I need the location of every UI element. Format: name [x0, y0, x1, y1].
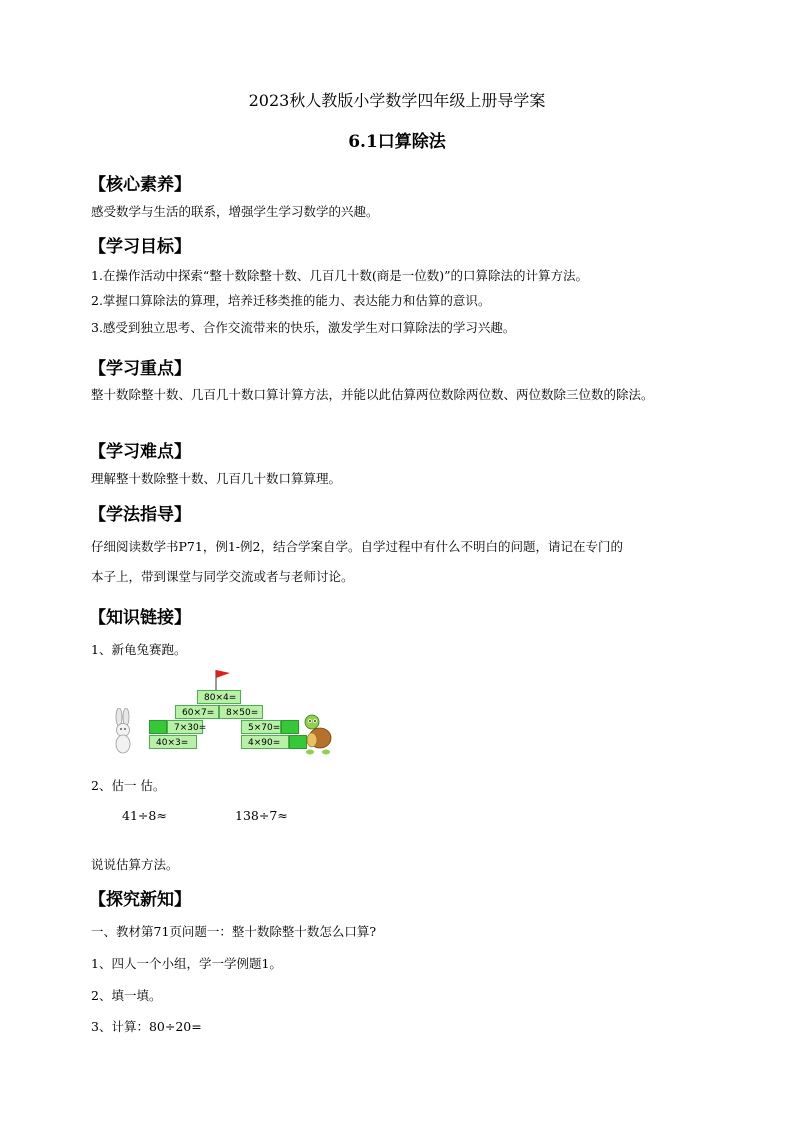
heading-key: 【学习重点】 — [89, 359, 191, 379]
heading-difficulty: 【学习难点】 — [89, 442, 191, 462]
lesson-title: 6.1口算除法 — [348, 132, 446, 152]
heading-method: 【学法指导】 — [89, 505, 191, 525]
brick-green-right-3 — [281, 720, 299, 734]
key-text: 整十数除整十数、几百几十数口算计算方法，并能以此估算两位数除两位数、两位数除三位数的除法。 — [91, 387, 654, 402]
race-illustration — [105, 668, 345, 763]
heading-core: 【核心素养】 — [89, 175, 191, 195]
explore-line-2: 1、四人一个小组，学一学例题1。 — [91, 956, 282, 971]
flag-icon — [213, 668, 233, 692]
goal-item-3: 3.感受到独立思考、合作交流带来的快乐，激发学生对口算除法的学习兴趣。 — [91, 320, 516, 335]
difficulty-text: 理解整十数除整十数、几百几十数口算算理。 — [91, 471, 342, 486]
link-item-1: 1、新龟兔赛跑。 — [91, 642, 187, 657]
document-title: 2023秋人教版小学数学四年级上册导学案 — [248, 91, 546, 110]
rabbit-icon — [110, 708, 136, 754]
goal-item-2: 2.掌握口算除法的算理，培养迁移类推的能力、表达能力和估算的意识。 — [91, 293, 491, 308]
brick-80x4: 80×4= — [197, 690, 241, 704]
brick-4x90: 4×90= — [241, 735, 289, 749]
estimate-138-div-7: 138÷7≈ — [235, 808, 288, 823]
goal-item-1: 1.在操作活动中探索“整十数除整十数、几百几十数(商是一位数)”的口算除法的计算方法。 — [91, 268, 588, 283]
explore-line-1: 一、教材第71页问题一：整十数除整十数怎么口算? — [91, 924, 377, 939]
turtle-icon — [300, 712, 334, 756]
brick-7x30: 7×30= — [167, 720, 203, 734]
heading-goals: 【学习目标】 — [89, 237, 191, 257]
link-item-3: 说说估算方法。 — [91, 857, 179, 872]
brick-8x50: 8×50= — [219, 705, 263, 719]
brick-40x3: 40×3= — [149, 735, 197, 749]
brick-60x7: 60×7= — [175, 705, 219, 719]
link-item-2: 2、估一 估。 — [91, 778, 166, 793]
heading-explore: 【探究新知】 — [89, 890, 191, 910]
estimate-41-div-8: 41÷8≈ — [122, 808, 167, 823]
brick-5x70: 5×70= — [241, 720, 281, 734]
brick-green-left-3 — [149, 720, 167, 734]
explore-line-4: 3、计算：80÷20= — [91, 1019, 202, 1034]
method-line-2: 本子上，带到课堂与同学交流或者与老师讨论。 — [91, 569, 354, 584]
explore-line-3: 2、填一填。 — [91, 988, 162, 1003]
method-line-1: 仔细阅读数学书P71，例1-例2，结合学案自学。自学过程中有什么不明白的问题，请记在专门的 — [91, 539, 623, 554]
core-text: 感受数学与生活的联系，增强学生学习数学的兴趣。 — [91, 204, 379, 219]
heading-link: 【知识链接】 — [89, 608, 191, 628]
